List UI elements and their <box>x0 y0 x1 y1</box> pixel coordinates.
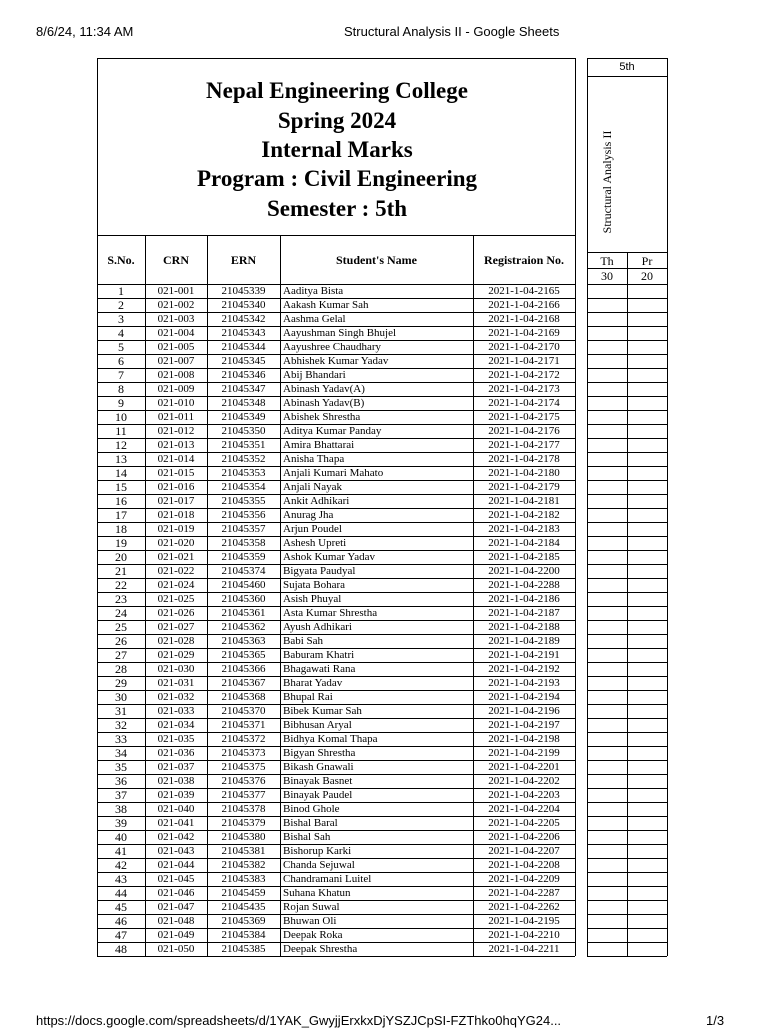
cell-sno: 17 <box>115 508 127 522</box>
cell-crn: 021-041 <box>157 817 195 829</box>
cell-sno: 29 <box>115 676 127 690</box>
cell-reg: 2021-1-04-2195 <box>488 915 560 927</box>
cell-sno: 6 <box>118 354 124 368</box>
cell-name: Bibek Kumar Sah <box>283 705 362 717</box>
cell-reg: 2021-1-04-2192 <box>488 663 560 675</box>
cell-ern: 21045370 <box>221 705 266 717</box>
cell-sno: 25 <box>115 620 127 634</box>
cell-name: Deepak Roka <box>283 929 343 941</box>
cell-ern: 21045459 <box>221 887 266 899</box>
cell-ern: 21045339 <box>221 285 266 297</box>
cell-sno: 37 <box>115 788 127 802</box>
cell-ern: 21045435 <box>221 901 266 913</box>
cell-ern: 21045369 <box>221 915 266 927</box>
cell-crn: 021-045 <box>157 873 195 885</box>
cell-ern: 21045377 <box>221 789 266 801</box>
cell-sno: 15 <box>115 480 127 494</box>
cell-crn: 021-009 <box>157 383 195 395</box>
cell-reg: 2021-1-04-2181 <box>488 495 560 507</box>
cell-sno: 48 <box>115 942 127 956</box>
print-page-title: Structural Analysis II - Google Sheets <box>344 24 560 39</box>
cell-reg: 2021-1-04-2166 <box>488 299 560 311</box>
cell-name: Abij Bhandari <box>283 369 346 381</box>
cell-crn: 021-036 <box>157 747 195 759</box>
cell-ern: 21045382 <box>221 859 266 871</box>
cell-sno: 41 <box>115 844 127 858</box>
cell-name: Amira Bhattarai <box>283 439 355 451</box>
cell-name: Bishal Sah <box>283 831 331 843</box>
cell-crn: 021-002 <box>157 299 195 311</box>
cell-name: Bibhusan Aryal <box>283 719 352 731</box>
cell-crn: 021-008 <box>157 369 195 381</box>
cell-name: Bishorup Karki <box>283 845 352 857</box>
cell-sno: 23 <box>115 592 127 606</box>
cell-name: Baburam Khatri <box>283 649 355 661</box>
cell-sno: 20 <box>115 550 127 564</box>
cell-sno: 32 <box>115 718 127 732</box>
cell-reg: 2021-1-04-2186 <box>488 593 560 605</box>
cell-reg: 2021-1-04-2197 <box>488 719 560 731</box>
cell-crn: 021-012 <box>157 425 195 437</box>
cell-reg: 2021-1-04-2288 <box>488 579 560 591</box>
cell-ern: 21045342 <box>221 313 266 325</box>
cell-ern: 21045374 <box>221 565 266 577</box>
cell-sno: 18 <box>115 522 127 536</box>
cell-ern: 21045351 <box>221 439 266 451</box>
cell-ern: 21045348 <box>221 397 266 409</box>
cell-ern: 21045384 <box>221 929 266 941</box>
cell-crn: 021-024 <box>157 579 195 591</box>
cell-name: Bhupal Rai <box>283 691 333 703</box>
cell-name: Suhana Khatun <box>283 887 351 899</box>
theory-label: Th <box>600 254 614 268</box>
cell-reg: 2021-1-04-2262 <box>488 901 560 913</box>
cell-crn: 021-029 <box>157 649 195 661</box>
cell-name: Aditya Kumar Panday <box>283 425 382 437</box>
cell-name: Bhagawati Rana <box>283 663 356 675</box>
cell-reg: 2021-1-04-2178 <box>488 453 560 465</box>
cell-crn: 021-046 <box>157 887 195 899</box>
col-header-sno: S.No. <box>107 253 135 267</box>
cell-crn: 021-021 <box>157 551 195 563</box>
cell-crn: 021-020 <box>157 537 195 549</box>
cell-name: Chandramani Luitel <box>283 873 372 885</box>
cell-crn: 021-011 <box>157 411 195 423</box>
cell-crn: 021-030 <box>157 663 195 675</box>
cell-ern: 21045373 <box>221 747 266 759</box>
cell-sno: 39 <box>115 816 127 830</box>
cell-ern: 21045365 <box>221 649 266 661</box>
cell-name: Sujata Bohara <box>283 579 346 591</box>
cell-ern: 21045353 <box>221 467 266 479</box>
cell-reg: 2021-1-04-2172 <box>488 369 560 381</box>
cell-sno: 1 <box>118 284 124 298</box>
cell-name: Ayush Adhikari <box>283 621 352 633</box>
cell-name: Bidhya Komal Thapa <box>283 733 378 745</box>
program: Program : Civil Engineering <box>196 166 478 191</box>
cell-crn: 021-005 <box>157 341 195 353</box>
cell-ern: 21045349 <box>221 411 266 423</box>
cell-sno: 2 <box>118 298 124 312</box>
cell-ern: 21045368 <box>221 691 266 703</box>
cell-crn: 021-039 <box>157 789 195 801</box>
cell-sno: 16 <box>115 494 127 508</box>
cell-sno: 8 <box>118 382 124 396</box>
cell-ern: 21045346 <box>221 369 266 381</box>
cell-name: Binayak Basnet <box>283 775 353 787</box>
cell-ern: 21045354 <box>221 481 266 493</box>
print-url: https://docs.google.com/spreadsheets/d/1YAK_GwyjjErxkxDjYSZJCpSI-FZThko0hqYG24... <box>36 1013 562 1028</box>
cell-name: Binayak Paudel <box>283 789 353 801</box>
cell-sno: 3 <box>118 312 124 326</box>
cell-sno: 38 <box>115 802 127 816</box>
cell-ern: 21045380 <box>221 831 266 843</box>
cell-name: Arjun Poudel <box>283 523 342 535</box>
cell-ern: 21045366 <box>221 663 266 675</box>
cell-reg: 2021-1-04-2205 <box>488 817 560 829</box>
cell-crn: 021-043 <box>157 845 195 857</box>
cell-name: Abishek Shrestha <box>283 411 361 423</box>
college-name: Nepal Engineering College <box>206 78 468 103</box>
cell-crn: 021-042 <box>157 831 195 843</box>
cell-ern: 21045359 <box>221 551 266 563</box>
cell-reg: 2021-1-04-2199 <box>488 747 560 759</box>
cell-name: Aayushree Chaudhary <box>283 341 382 353</box>
print-datetime: 8/6/24, 11:34 AM <box>36 24 134 39</box>
cell-reg: 2021-1-04-2209 <box>488 873 560 885</box>
session: Spring 2024 <box>277 108 397 133</box>
cell-ern: 21045379 <box>221 817 266 829</box>
cell-crn: 021-027 <box>157 621 195 633</box>
cell-name: Asta Kumar Shrestha <box>283 607 378 619</box>
cell-ern: 21045358 <box>221 537 266 549</box>
cell-crn: 021-037 <box>157 761 195 773</box>
col-header-ern: ERN <box>230 253 257 267</box>
cell-sno: 26 <box>115 634 127 648</box>
cell-reg: 2021-1-04-2201 <box>488 761 560 773</box>
cell-crn: 021-022 <box>157 565 195 577</box>
cell-sno: 45 <box>115 900 127 914</box>
cell-reg: 2021-1-04-2198 <box>488 733 560 745</box>
semester: Semester : 5th <box>266 196 408 221</box>
cell-reg: 2021-1-04-2185 <box>488 551 560 563</box>
cell-crn: 021-001 <box>157 285 195 297</box>
cell-name: Aayushman Singh Bhujel <box>283 327 397 339</box>
cell-reg: 2021-1-04-2176 <box>488 425 560 437</box>
cell-reg: 2021-1-04-2184 <box>488 537 560 549</box>
cell-crn: 021-031 <box>157 677 195 689</box>
cell-crn: 021-038 <box>157 775 195 787</box>
col-header-name: Student's Name <box>335 253 417 267</box>
cell-sno: 11 <box>115 424 127 438</box>
cell-sno: 40 <box>115 830 127 844</box>
cell-crn: 021-050 <box>157 943 195 955</box>
cell-reg: 2021-1-04-2208 <box>488 859 560 871</box>
cell-crn: 021-040 <box>157 803 195 815</box>
cell-ern: 21045355 <box>221 495 266 507</box>
cell-name: Ashesh Upreti <box>283 537 347 549</box>
cell-name: Chanda Sejuwal <box>283 859 355 871</box>
cell-reg: 2021-1-04-2207 <box>488 845 560 857</box>
cell-reg: 2021-1-04-2177 <box>488 439 560 451</box>
cell-name: Bharat Yadav <box>283 677 343 689</box>
cell-ern: 21045344 <box>221 341 266 353</box>
cell-crn: 021-028 <box>157 635 195 647</box>
cell-ern: 21045361 <box>221 607 266 619</box>
cell-name: Abhishek Kumar Yadav <box>283 355 389 367</box>
cell-ern: 21045347 <box>221 383 266 395</box>
cell-sno: 22 <box>115 578 127 592</box>
cell-reg: 2021-1-04-2180 <box>488 467 560 479</box>
cell-name: Anurag Jha <box>283 509 334 521</box>
cell-ern: 21045460 <box>221 579 266 591</box>
cell-name: Binod Ghole <box>283 803 340 815</box>
cell-sno: 4 <box>118 326 124 340</box>
cell-reg: 2021-1-04-2182 <box>488 509 560 521</box>
cell-reg: 2021-1-04-2188 <box>488 621 560 633</box>
cell-reg: 2021-1-04-2173 <box>488 383 560 395</box>
cell-ern: 21045352 <box>221 453 266 465</box>
cell-name: Bhuwan Oli <box>283 915 337 927</box>
cell-crn: 021-026 <box>157 607 195 619</box>
subject-name: Structural Analysis II <box>600 130 614 234</box>
col-header-reg: Registraion No. <box>484 253 564 267</box>
cell-reg: 2021-1-04-2165 <box>488 285 560 297</box>
cell-crn: 021-015 <box>157 467 195 479</box>
semester-label: 5th <box>619 61 635 73</box>
cell-crn: 021-013 <box>157 439 195 451</box>
cell-crn: 021-025 <box>157 593 195 605</box>
cell-ern: 21045362 <box>221 621 266 633</box>
cell-reg: 2021-1-04-2287 <box>488 887 560 899</box>
cell-reg: 2021-1-04-2191 <box>488 649 560 661</box>
cell-crn: 021-047 <box>157 901 195 913</box>
cell-crn: 021-014 <box>157 453 195 465</box>
cell-crn: 021-034 <box>157 719 195 731</box>
cell-crn: 021-018 <box>157 509 195 521</box>
cell-sno: 10 <box>115 410 127 424</box>
practical-label: Pr <box>641 254 653 268</box>
cell-ern: 21045356 <box>221 509 266 521</box>
cell-sno: 47 <box>115 928 127 942</box>
cell-name: Bishal Baral <box>283 817 338 829</box>
cell-sno: 35 <box>115 760 127 774</box>
cell-name: Abinash Yadav(B) <box>283 397 365 409</box>
cell-sno: 46 <box>115 914 127 928</box>
cell-sno: 19 <box>115 536 127 550</box>
cell-reg: 2021-1-04-2169 <box>488 327 560 339</box>
cell-sno: 36 <box>115 774 127 788</box>
cell-sno: 14 <box>115 466 127 480</box>
cell-sno: 21 <box>115 564 127 578</box>
cell-name: Aaditya Bista <box>283 285 344 297</box>
cell-ern: 21045360 <box>221 593 266 605</box>
cell-sno: 33 <box>115 732 127 746</box>
theory-max: 30 <box>601 269 613 283</box>
cell-ern: 21045343 <box>221 327 266 339</box>
cell-name: Abinash Yadav(A) <box>283 383 365 395</box>
cell-name: Bikash Gnawali <box>283 761 354 773</box>
cell-name: Deepak Shrestha <box>283 943 358 955</box>
cell-crn: 021-035 <box>157 733 195 745</box>
cell-crn: 021-003 <box>157 313 195 325</box>
cell-crn: 021-019 <box>157 523 195 535</box>
cell-reg: 2021-1-04-2168 <box>488 313 560 325</box>
cell-sno: 44 <box>115 886 127 900</box>
cell-name: Bigyan Shrestha <box>283 747 356 759</box>
cell-crn: 021-048 <box>157 915 195 927</box>
cell-ern: 21045340 <box>221 299 266 311</box>
cell-name: Aashma Gelal <box>283 313 346 325</box>
cell-crn: 021-004 <box>157 327 195 339</box>
cell-reg: 2021-1-04-2211 <box>488 943 560 955</box>
cell-name: Rojan Suwal <box>283 901 340 913</box>
cell-reg: 2021-1-04-2175 <box>488 411 560 423</box>
cell-sno: 13 <box>115 452 127 466</box>
cell-reg: 2021-1-04-2179 <box>488 481 560 493</box>
cell-reg: 2021-1-04-2206 <box>488 831 560 843</box>
cell-name: Aakash Kumar Sah <box>283 299 369 311</box>
cell-reg: 2021-1-04-2210 <box>488 929 560 941</box>
cell-sno: 7 <box>118 368 124 382</box>
cell-ern: 21045381 <box>221 845 266 857</box>
cell-reg: 2021-1-04-2187 <box>488 607 560 619</box>
cell-ern: 21045383 <box>221 873 266 885</box>
cell-ern: 21045363 <box>221 635 266 647</box>
cell-crn: 021-007 <box>157 355 195 367</box>
cell-ern: 21045350 <box>221 425 266 437</box>
cell-reg: 2021-1-04-2174 <box>488 397 560 409</box>
cell-ern: 21045378 <box>221 803 266 815</box>
cell-sno: 28 <box>115 662 127 676</box>
cell-ern: 21045371 <box>221 719 266 731</box>
cell-sno: 27 <box>115 648 127 662</box>
cell-sno: 34 <box>115 746 127 760</box>
cell-crn: 021-017 <box>157 495 195 507</box>
cell-reg: 2021-1-04-2196 <box>488 705 560 717</box>
col-header-crn: CRN <box>163 253 189 267</box>
cell-reg: 2021-1-04-2202 <box>488 775 560 787</box>
cell-reg: 2021-1-04-2193 <box>488 677 560 689</box>
cell-name: Anjali Nayak <box>283 481 342 493</box>
cell-sno: 31 <box>115 704 127 718</box>
cell-reg: 2021-1-04-2203 <box>488 789 560 801</box>
cell-reg: 2021-1-04-2171 <box>488 355 560 367</box>
cell-ern: 21045367 <box>221 677 266 689</box>
cell-name: Anisha Thapa <box>283 453 345 465</box>
print-page-count: 1/3 <box>706 1013 725 1028</box>
cell-ern: 21045376 <box>221 775 266 787</box>
cell-name: Ankit Adhikari <box>283 495 350 507</box>
cell-ern: 21045372 <box>221 733 266 745</box>
cell-crn: 021-044 <box>157 859 195 871</box>
cell-crn: 021-049 <box>157 929 195 941</box>
cell-reg: 2021-1-04-2194 <box>488 691 560 703</box>
cell-reg: 2021-1-04-2189 <box>488 635 560 647</box>
document-type: Internal Marks <box>261 137 413 162</box>
cell-reg: 2021-1-04-2200 <box>488 565 560 577</box>
cell-crn: 021-033 <box>157 705 195 717</box>
cell-sno: 30 <box>115 690 127 704</box>
cell-reg: 2021-1-04-2170 <box>488 341 560 353</box>
cell-name: Asish Phuyal <box>283 593 342 605</box>
cell-sno: 43 <box>115 872 127 886</box>
cell-reg: 2021-1-04-2204 <box>488 803 560 815</box>
practical-max: 20 <box>641 269 653 283</box>
cell-ern: 21045385 <box>221 943 266 955</box>
cell-name: Bigyata Paudyal <box>283 565 356 577</box>
cell-crn: 021-010 <box>157 397 195 409</box>
cell-sno: 24 <box>115 606 127 620</box>
cell-sno: 42 <box>115 858 127 872</box>
cell-ern: 21045375 <box>221 761 266 773</box>
cell-ern: 21045345 <box>221 355 266 367</box>
cell-sno: 9 <box>118 396 124 410</box>
cell-sno: 12 <box>115 438 127 452</box>
cell-crn: 021-032 <box>157 691 195 703</box>
cell-reg: 2021-1-04-2183 <box>488 523 560 535</box>
cell-name: Babi Sah <box>283 635 324 647</box>
cell-ern: 21045357 <box>221 523 266 535</box>
cell-name: Ashok Kumar Yadav <box>283 551 375 563</box>
cell-name: Anjali Kumari Mahato <box>283 467 384 479</box>
cell-sno: 5 <box>118 340 124 354</box>
cell-crn: 021-016 <box>157 481 195 493</box>
